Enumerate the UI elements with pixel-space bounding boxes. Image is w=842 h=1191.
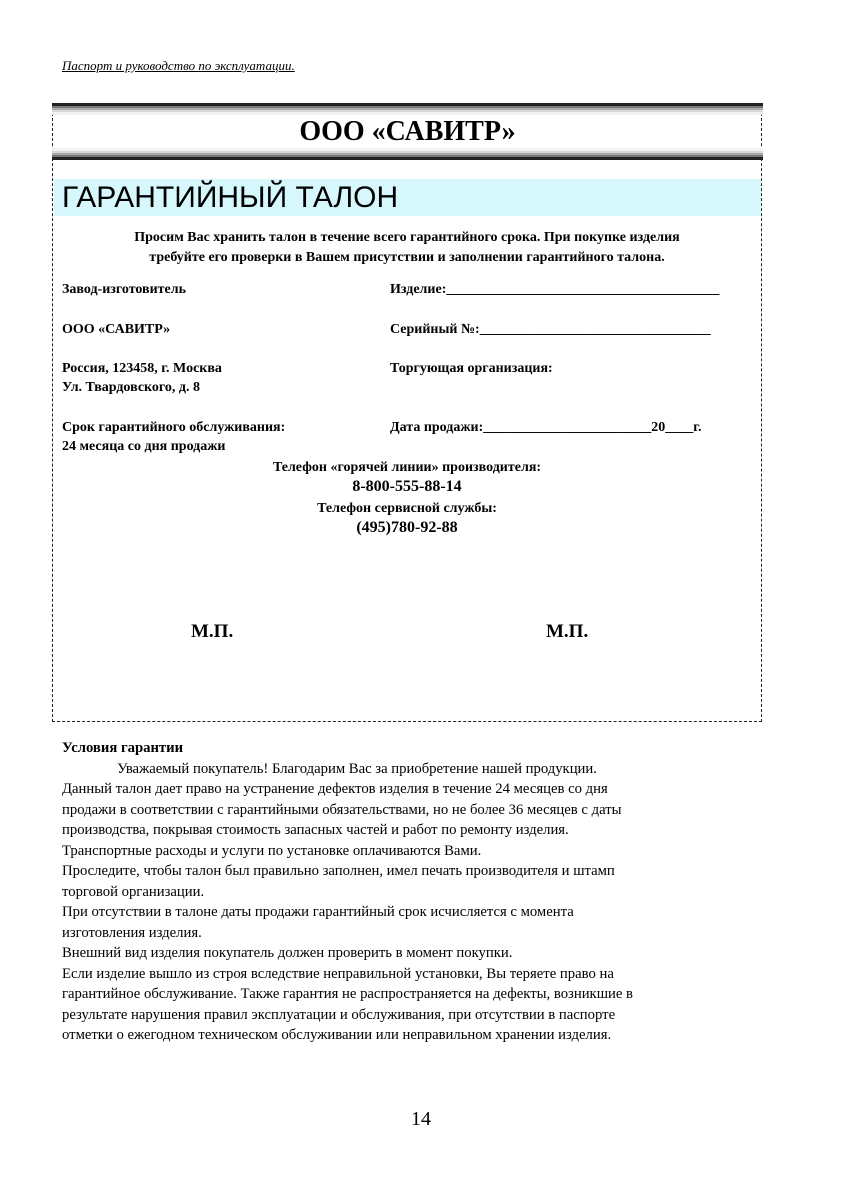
- company-banner: [52, 103, 763, 160]
- service-label: Телефон сервисной службы:: [317, 501, 497, 516]
- conditions-line: производства, покрывая стоимость запасных частей и работ по ремонту изделия.: [62, 822, 569, 838]
- stamp-place-right: М.П.: [546, 621, 589, 642]
- conditions-line: При отсутствии в талоне даты продажи гарантийный срок исчисляется с момента: [62, 904, 574, 920]
- hotline-number: 8-800-555-88-14: [352, 478, 462, 495]
- product-field: Изделие:_______________________________________: [390, 282, 720, 297]
- manufacturer-name: ООО «САВИТР»: [62, 322, 171, 337]
- sale-date-field: Дата продажи:________________________20____г.: [390, 420, 702, 435]
- conditions-line: торговой организации.: [62, 883, 205, 900]
- company-title: ООО «САВИТР»: [299, 116, 516, 147]
- warranty-conditions: [62, 738, 782, 1046]
- dealer-field: Торгующая организация:: [390, 361, 553, 376]
- conditions-line: Внешний вид изделия покупатель должен проверить в момент покупки.: [62, 945, 513, 961]
- conditions-line: изготовления изделия.: [62, 924, 202, 941]
- conditions-line: Проследите, чтобы талон был правильно заполнен, имел печать производителя и штамп: [62, 863, 615, 879]
- intro-line: Просим Вас хранить талон в течение всего гарантийного срока. При покупке изделия: [134, 230, 680, 245]
- running-header: Паспорт и руководство по эксплуатации.: [62, 58, 295, 73]
- hotline-label: Телефон «горячей линии» производителя:: [272, 460, 542, 475]
- conditions-line: Если изделие вышло из строя вследствие неправильной установки, Вы теряете право на: [62, 965, 614, 982]
- warranty-heading: ГАРАНТИЙНЫЙ ТАЛОН: [54, 179, 761, 216]
- service-number: (495)780-92-88: [356, 519, 458, 536]
- warranty-period-value: 24 месяца со дня продажи: [62, 439, 226, 454]
- intro-text: [62, 228, 752, 268]
- serial-number-field: Серийный №:_________________________________: [390, 322, 711, 337]
- conditions-line: Данный талон дает право на устранение дефектов изделия в течение 24 месяцев со дня: [62, 781, 608, 797]
- banner-bottom-stripes: [52, 148, 763, 160]
- conditions-line: продажи в соответствии с гарантийными обязательствами, но не более 36 месяцев с даты: [62, 801, 622, 818]
- conditions-line: Транспортные расходы и услуги по установке оплачиваются Вами.: [62, 842, 482, 859]
- intro-line: требуйте его проверки в Вашем присутствии и заполнении гарантийного талона.: [149, 250, 665, 265]
- conditions-title: Условия гарантии: [62, 740, 184, 756]
- address-line-2: Ул. Твардовского, д. 8: [62, 380, 201, 395]
- conditions-line: Уважаемый покупатель! Благодарим Вас за приобретение нашей продукции.: [62, 760, 597, 777]
- banner-top-stripes: [52, 103, 763, 115]
- page-number: 14: [411, 1108, 431, 1130]
- warranty-period-label: Срок гарантийного обслуживания:: [62, 420, 286, 435]
- conditions-line: гарантийное обслуживание. Также гарантия не распространяется на дефекты, возникшие в: [62, 986, 633, 1002]
- stamp-place-left: М.П.: [191, 621, 234, 642]
- conditions-line: отметки о ежегодном техническом обслуживании или неправильном хранении изделия.: [62, 1027, 612, 1043]
- address-line-1: Россия, 123458, г. Москва: [62, 361, 222, 376]
- conditions-line: результате нарушения правил эксплуатации и обслуживания, при отсутствии в паспорте: [62, 1006, 616, 1023]
- manufacturer-label: Завод-изготовитель: [62, 282, 187, 297]
